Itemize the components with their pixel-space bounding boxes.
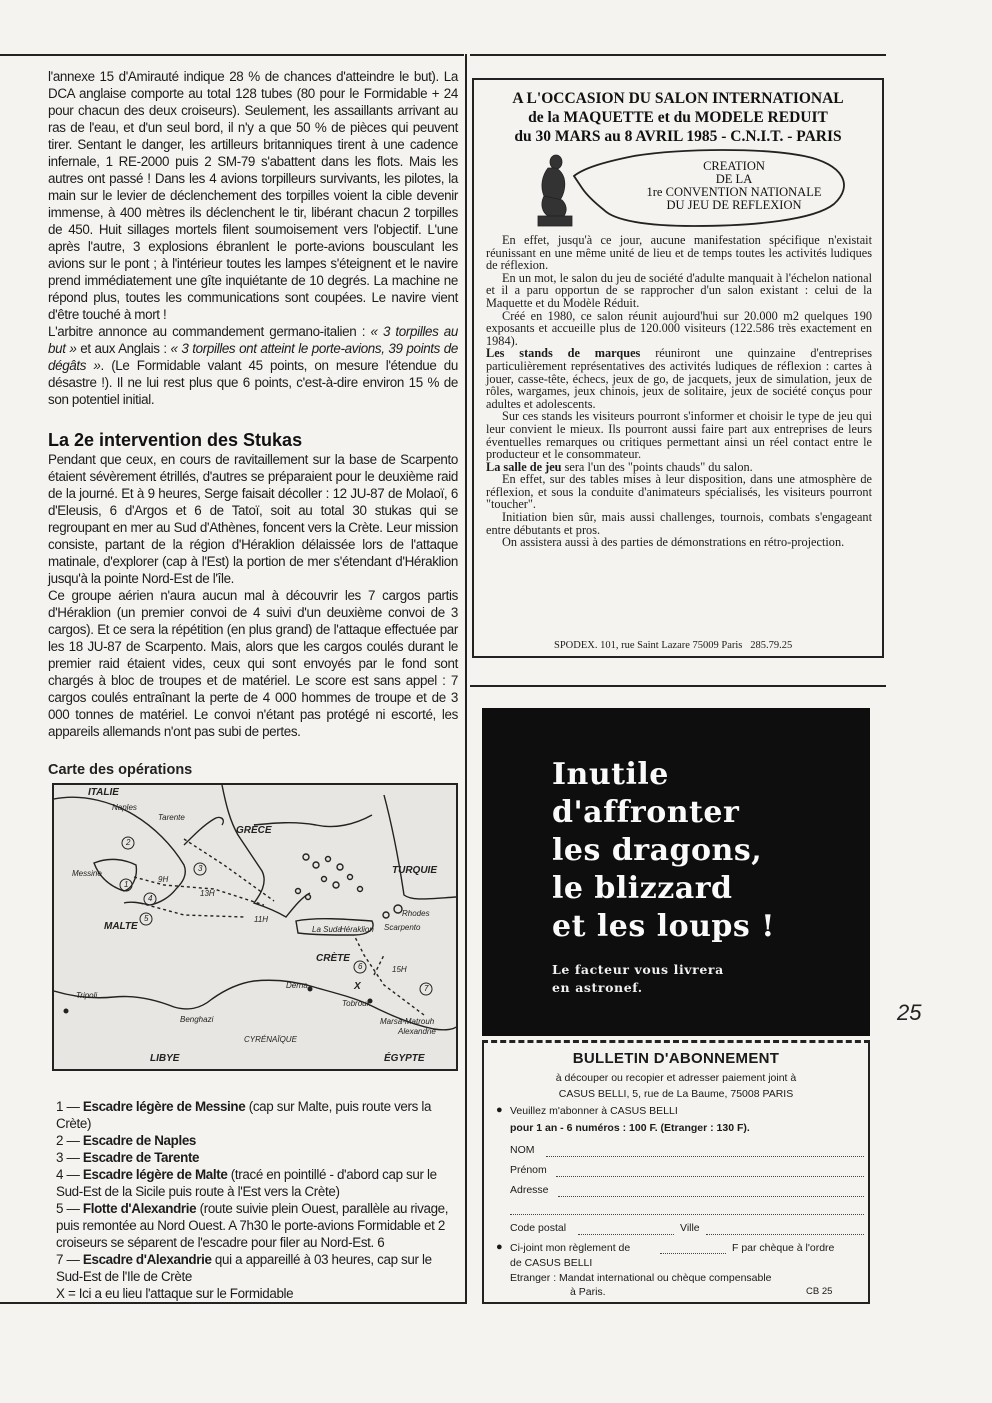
bubble-text — [624, 160, 844, 212]
bubble-line-1: CREATION — [703, 159, 765, 173]
map-label-grece: GRÈCE — [236, 825, 272, 836]
payment-order: de CASUS BELLI — [510, 1257, 593, 1269]
ad-line-5: et les loups ! — [552, 909, 775, 944]
subscription-form — [482, 1040, 870, 1304]
bulletin-instructions-2: CASUS BELLI, 5, rue de La Baume, 75008 PARIS — [558, 1088, 794, 1100]
nom-field[interactable] — [546, 1156, 864, 1157]
top-rule-right — [470, 54, 886, 56]
para2-quote-2: « 3 torpilles ont atteint le porte-avions, 39 points de dégâts » — [48, 341, 458, 373]
right-middle-rule — [470, 685, 886, 687]
article-paragraph-3: Pendant que ceux, en cours de ravitaillement sur la base de Scarpento étaient sévèrement étrillés, d'autres se préparaient pour le deuxième raid de la journé. Et à 9 heures, Serge faisait décoller : 12 JU-87 de Molaoï, 6 d'Eleusis, 6 d'Argos et 6 de Tatoï, soit au total 30 stukas qui se regroupant en mer au Sud d'Athènes, foncent vers la Crète. Leur mission consiste, partant de la région d'Héraklion délaissée lors de l'attaque matinale, d'explorer (cap à l'Est) la portion de mer s'étendant d'Héraklion jusqu'à la pointe Nord-Est de l'île. — [48, 452, 458, 586]
salon-paragraph-7: En effet, sur des tables mises à leur disposition, dans une atmosphère de réflexion, et sous la conduite d'animateurs spécialisés, les visiteurs pourront "toucher". — [486, 472, 872, 512]
section-heading-stukas: La 2e intervention des Stukas — [48, 430, 303, 450]
map-label-route-2: 2 — [126, 838, 131, 847]
map-label-time-13h: 13H — [200, 889, 215, 898]
salon-title-3: du 30 MARS au 8 AVRIL 1985 - C.N.I.T. - PARIS — [514, 128, 842, 145]
section-heading-map: Carte des opérations — [48, 762, 193, 778]
bulletin-instructions-1: à découper ou recopier et adresser paiement joint à — [555, 1072, 797, 1084]
article-paragraph-1: l'annexe 15 d'Amirauté indique 28 % de chances d'atteindre le but). La DCA anglaise comporte au total 128 tubes (80 pour le Formidable + 24 pour chacun des deux croiseurs). Seulement, les assaillants arrivant au ras de l'eau, et d'un seul bord, il n'y a que 50 % de pièces qui peuvent tirer. Sentant le danger, les artilleurs britanniques tirent à une cadence infernale, 1 RE-2000 puis 2 SM-79 s'abattent dans les flots. Mais les autres ont passé ! Dans les 4 avions torpilleurs survivants, les pilotes, la main sur le levier de déclenchement des torpilles voient la cible devenir immense, à 400 mètres ils déclenchent le tir, libérant chacun 2 torpilles de 450. Huit sillages mortels filent soumoisement vers l'objectif. L'une après l'autre, 3 explosions ébranlent le porte-avions bousculant les avions sur le pont ; à l'intérieur toutes les lampes s'éteignent et le navire prend immédiatement une gîte inquiétante de 10 degrés. La machine ne répond plus, toutes les communications sont coupées. Le navire vient d'être touché à mort ! — [48, 69, 458, 322]
adresse-field[interactable] — [558, 1196, 864, 1197]
legend-item: 1 — Escadre légère de Messine (cap sur Malte, puis route vers la Crète) — [56, 1099, 432, 1131]
salon-paragraph-5: Sur ces stands les visiteurs pourront s'informer et choisir le type de jeu qui leur convient le mieux. Ils pourront aussi faire part aux entreprises de leurs éventuelles remarques ou critiques permettant ainsi un réel contact entre le producteur et le consommateur. — [486, 409, 872, 462]
map-label-route-5: 5 — [144, 914, 149, 923]
map-label-heraklion: Héraklion — [340, 925, 374, 934]
bubble-line-4: DU JEU DE REFLEXION — [666, 198, 802, 212]
salon-paragraph-6: La salle de jeu sera l'un des "points chauds" du salon. — [486, 459, 753, 474]
bulletin-title: BULLETIN D'ABONNEMENT — [572, 1050, 780, 1067]
ad-line-3: les dragons, — [552, 833, 763, 868]
map-label-route-7: 7 — [424, 984, 429, 993]
page-number: 25 — [897, 1000, 922, 1025]
legend-item: 2 — Escadre de Naples — [56, 1133, 197, 1148]
ad-line-1: Inutile — [552, 757, 669, 792]
bubble-line-3: 1re CONVENTION NATIONALE — [646, 185, 822, 199]
legend-item: 7 — Escadre d'Alexandrie qui a appareillé à 03 heures, cap sur le Sud-Est de l'Ile de Crète — [56, 1252, 432, 1284]
map-label-malte: MALTE — [104, 921, 138, 932]
code-postal-label: Code postal — [510, 1222, 567, 1234]
operations-map — [52, 783, 458, 1071]
map-label-marsa: Marsa-Matrouh — [380, 1017, 435, 1026]
map-label-scarpento: Scarpento — [384, 923, 421, 932]
bulletin-offer-2: pour 1 an - 6 numéros : 100 F. (Etranger : 130 F). — [510, 1122, 750, 1134]
left-column-border — [465, 54, 467, 1304]
salon-body — [486, 234, 872, 549]
left-bottom-rule — [0, 1302, 467, 1304]
salon-paragraph-3: Créé en 1980, ce salon réunit aujourd'hui sur 20.000 m2 quelques 190 exposants et accueille plus de 120.000 visiteurs (122.586 très exactement en 1984). — [486, 308, 872, 348]
salon-paragraph-1: En effet, jusqu'à ce jour, aucune manifestation spécifique n'existait réunissant en une même unité de lieu et de temps toutes les activités ludiques de réflexion. — [486, 233, 872, 273]
ad-subline-2: en astronef. — [552, 980, 643, 995]
salon-paragraph-4: Les stands de marques réuniront une quinzaine d'entreprises particulièrement représentatives des activités ludiques de réflexion : cartes à jouer, casse-tête, échecs, jeux de go, de jacquets, jeux de simulation, jeux de rôles, wargames, jeux chinois, jeux de solitaire, jeux de société conçus pour adultes et adolescents. — [486, 346, 872, 411]
article-column — [48, 68, 458, 778]
salon-title-1: A L'OCCASION DU SALON INTERNATIONAL — [512, 90, 844, 107]
map-label-derna: Derna — [286, 981, 308, 990]
map-label-route-6: 6 — [358, 962, 363, 971]
map-label-time-11h: 11H — [254, 915, 269, 924]
prenom-label: Prénom — [510, 1164, 547, 1176]
map-label-rhodes: Rhodes — [402, 909, 430, 918]
salon-announcement — [472, 78, 884, 658]
map-legend — [56, 1098, 458, 1302]
adresse-label: Adresse — [510, 1184, 549, 1196]
map-label-messine: Messine — [72, 869, 102, 878]
bubble-line-2: DE LA — [715, 172, 753, 186]
map-label-x: X — [354, 981, 361, 992]
map-label-route-1: 1 — [124, 880, 129, 889]
article-paragraph-2 — [48, 323, 458, 408]
payment-label-2: F par chèque à l'ordre — [732, 1242, 835, 1254]
map-label-naples: Naples — [112, 803, 137, 812]
map-label-tobrouk: Tobrouk — [342, 999, 371, 1008]
map-label-alexandrie: Alexandrie — [398, 1027, 436, 1036]
map-label-crete: CRÈTE — [316, 953, 350, 964]
code-postal-field[interactable] — [578, 1234, 674, 1235]
nom-label: NOM — [510, 1144, 535, 1156]
article-paragraph-4: Ce groupe aérien n'aura aucun mal à découvrir les 7 cargos partis d'Héraklion (un premier convoi de 4 suivi d'un deuxième convoi de 3 cargos). Et ce sera la répétition (en plus grand) de l'attaque effectuée par les 18 JU-87 de Scarpento. Mais, alors que les cargos coulés durant le premier raid étaient vides, ceux qui sont envoyés par le fond sont chargés à bloc de troupes et de matériel. Le score est sans appel : 7 cargos coulés entraînant la perte de 4 000 hommes de troupe et de 3 000 tonnes de matériel. Le convoi n'étant pas protégé ni escorté, les appareils allemands n'ont pas subi de pertes. — [48, 588, 458, 739]
map-label-italie: ITALIE — [88, 787, 119, 798]
top-rule-left — [0, 54, 464, 56]
legend-item: 3 — Escadre de Tarente — [56, 1150, 200, 1165]
map-label-benghazi: Benghazi — [180, 1015, 214, 1024]
bullet-dot-2: ● — [496, 1241, 503, 1253]
map-label-suda: La Suda — [312, 925, 342, 934]
prenom-field[interactable] — [556, 1176, 864, 1177]
para2-text-b: et aux Anglais : — [76, 341, 171, 356]
map-label-libye: LIBYE — [150, 1053, 180, 1064]
cut-line — [482, 1040, 870, 1043]
ad-line-2: d'affronter — [552, 795, 740, 830]
map-label-tripoli: Tripoli — [76, 991, 98, 1000]
map-label-time-9h: 9H — [158, 875, 169, 884]
advert-box — [482, 708, 870, 1036]
adresse-field-2[interactable] — [510, 1214, 864, 1215]
map-label-turquie: TURQUIE — [392, 865, 437, 876]
legend-item: X = Ici a eu lieu l'attaque sur le Formidable — [56, 1286, 294, 1301]
payment-foreign-2: à Paris. — [570, 1286, 606, 1298]
legend-item: 5 — Flotte d'Alexandrie (route suivie plein Ouest, parallèle au rivage, puis remontée au Nord Ouest. A 7h30 le porte-avions Formidable et 2 croiseurs se séparent de l'escadre pour filer au Nord-Est. 6 — [56, 1201, 449, 1250]
ville-field[interactable] — [706, 1234, 864, 1235]
bullet-dot-1: ● — [496, 1104, 503, 1116]
map-label-tarente: Tarente — [158, 813, 185, 822]
salon-paragraph-8: Initiation bien sûr, mais aussi challenges, tournois, combats s'engageant entre débutants et pros. — [486, 510, 872, 537]
map-label-route-3: 3 — [198, 864, 203, 873]
payment-foreign: Etranger : Mandat international ou chèque compensable — [510, 1272, 772, 1284]
salon-footer: SPODEX. 101, rue Saint Lazare 75009 Paris 285.79.25 — [554, 640, 793, 651]
salon-title-2: de la MAQUETTE et du MODELE REDUIT — [528, 109, 828, 126]
bulletin-offer-1: Veuillez m'abonner à CASUS BELLI — [510, 1105, 678, 1117]
payment-amount-field[interactable] — [660, 1253, 726, 1254]
ad-line-4: le blizzard — [552, 871, 733, 906]
bulletin-code-ref: CB 25 — [806, 1286, 833, 1297]
map-label-time-15h: 15H — [392, 965, 407, 974]
map-label-route-4: 4 — [148, 894, 153, 903]
para2-text-a: L'arbitre annonce au commandement germano-italien : — [48, 324, 371, 339]
map-label-egypte: ÉGYPTE — [384, 1053, 425, 1064]
para2-text-c: . (Le Formidable valant 45 points, on mesure l'étendue du désastre !). Il ne lui rest plus que 6 points, c'est-à-dire environ 15 % de son potentiel initial. — [48, 358, 458, 407]
legend-item: 4 — Escadre légère de Malte (tracé en pointillé - d'abord cap sur le Sud-Est de la Sicile puis route à l'Est vers la Crète) — [56, 1167, 437, 1199]
ad-subline-1: Le facteur vous livrera — [552, 962, 724, 977]
payment-label: Ci-joint mon règlement de — [510, 1242, 631, 1254]
salon-paragraph-2: En un mot, le salon du jeu de société d'adulte manquait à l'échelon national et il a paru opportun de se rapprocher d'un salon existant : celui de la Maquette et du Modèle Réduit. — [486, 270, 872, 310]
ville-label: Ville — [680, 1222, 700, 1234]
map-label-cyrenaique: CYRÉNAÏQUE — [244, 1035, 297, 1044]
para2-quote-1: « 3 torpilles au but » — [48, 324, 458, 356]
salon-paragraph-9: On assistera aussi à des parties de démonstrations en rétro-projection. — [502, 535, 845, 550]
